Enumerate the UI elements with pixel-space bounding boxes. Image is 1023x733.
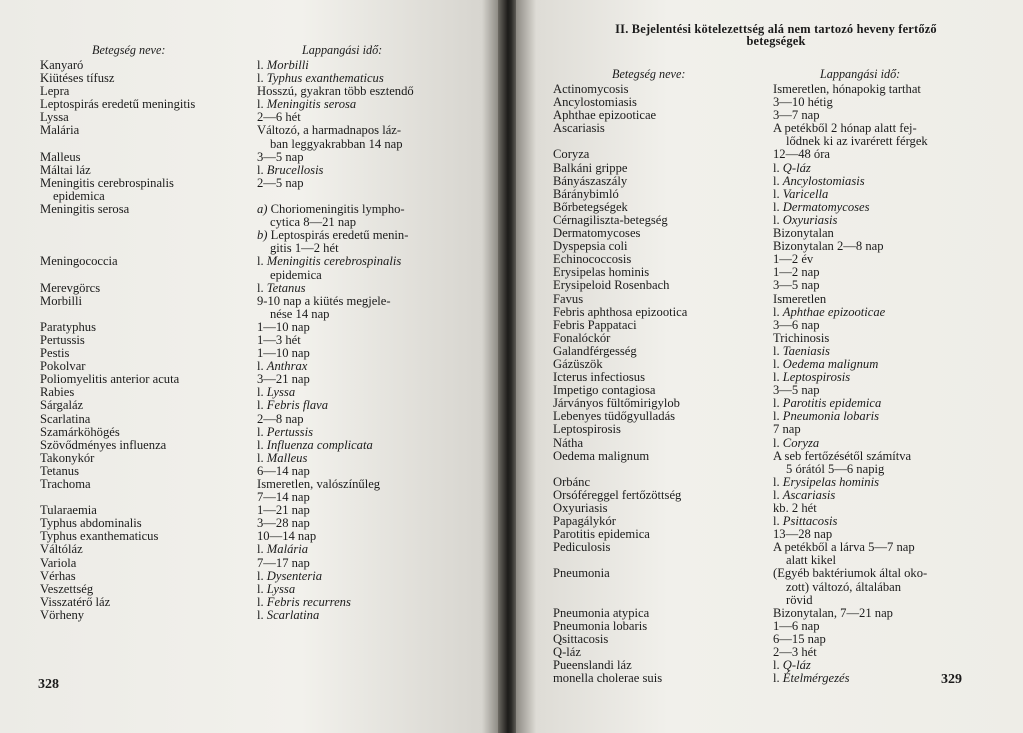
incubation-row: 7—14 nap — [257, 490, 310, 505]
incubation-row: l. Aphthae epizooticae — [773, 304, 886, 319]
incubation-row: l. Ételmérgezés — [773, 671, 850, 686]
incubation-row: l. Typhus exanthematicus — [257, 71, 384, 86]
incubation-row: Ismeretlen, hónapokig tarthat — [773, 82, 921, 96]
disease-row: Sárgaláz — [40, 398, 84, 413]
disease-row: Pediculosis — [553, 540, 611, 555]
incubation-row: l. Erysipelas hominis — [773, 474, 879, 489]
page-number-right: 329 — [941, 672, 962, 687]
disease-row — [40, 216, 195, 229]
incubation-row: zott) változó, általában — [786, 579, 902, 594]
incubation-row: 2—5 nap — [257, 175, 304, 190]
incubation-row: 3—21 nap — [257, 372, 310, 387]
incubation-row: rövid — [786, 592, 813, 607]
incubation-row: A seb fertőzésétől számítva — [773, 448, 912, 463]
disease-row: Kiütéses tífusz — [40, 71, 115, 86]
disease-row: Báránybimló — [553, 186, 619, 201]
disease-row: Qsittacosis — [553, 631, 609, 646]
incubation-row: 1—10 nap — [257, 346, 310, 361]
incubation-row: cytica 8—21 nap — [270, 215, 357, 230]
incubation-row: l. Oxyuriasis — [773, 212, 838, 227]
incubation-row: l. Parotitis epidemica — [773, 396, 882, 411]
disease-row: Impetigo contagiosa — [553, 383, 656, 398]
disease-row: epidemica — [53, 188, 105, 203]
incubation-row: 9-10 nap a kiütés megjele- — [257, 293, 391, 308]
disease-row: Pestis — [40, 346, 70, 361]
disease-row: Tetanus — [40, 463, 79, 478]
disease-row: Poliomyelitis anterior acuta — [40, 372, 180, 387]
incubation-row: (Egyéb baktériumok által oko- — [773, 566, 928, 581]
disease-row: Fonalóckór — [553, 330, 611, 345]
incubation-row: l. Q-láz — [773, 160, 811, 175]
incubation-row: l. Dysenteria — [257, 568, 323, 583]
section-title-line1: II. Bejelentési kötelezettség alá nem tartozó heveny fertőző — [615, 22, 937, 36]
incubation-row: 3—5 nap — [773, 383, 820, 398]
disease-row: Oxyuriasis — [553, 501, 608, 515]
disease-row: Febris Pappataci — [553, 317, 637, 332]
incubation-row: l. Dermatomycoses — [773, 199, 870, 214]
right-disease-header: Betegség neve: — [612, 67, 686, 81]
disease-row: Lepra — [40, 84, 70, 99]
incubation-row: l. Coryza — [773, 435, 820, 450]
incubation-row: 12—48 óra — [773, 147, 831, 162]
incubation-row: A petékből a lárva 5—7 nap — [773, 540, 915, 555]
disease-row: Dyspepsia coli — [553, 239, 628, 254]
disease-row: Vörheny — [40, 607, 85, 622]
disease-row: Icterus infectiosus — [553, 370, 645, 385]
disease-row: Veszettség — [40, 581, 94, 596]
incubation-row: l. Lyssa — [257, 581, 296, 596]
incubation-row: l. Tetanus — [257, 280, 306, 295]
disease-row: Leptospirás eredetű meningitis — [40, 97, 196, 112]
disease-row — [553, 463, 687, 476]
disease-row: Paratyphus — [40, 319, 96, 334]
incubation-row: 1—6 nap — [773, 618, 820, 633]
incubation-row: l. Anthrax — [257, 359, 308, 374]
incubation-row: l. Leptospirosis — [773, 370, 851, 385]
disease-row: Váltóláz — [40, 542, 83, 557]
disease-row: Kanyaró — [40, 58, 84, 72]
incubation-row: 2—3 hét — [773, 645, 817, 660]
disease-row: Ancylostomiasis — [553, 95, 637, 110]
disease-row: Pneumonia atypica — [553, 605, 650, 620]
incubation-row: 1—10 nap — [257, 319, 310, 334]
incubation-row: l. Influenza complicata — [257, 437, 373, 452]
disease-row: Morbilli — [40, 293, 82, 308]
disease-row: Pneumonia lobaris — [553, 618, 648, 633]
disease-row: Tularaemia — [40, 503, 97, 518]
disease-row: Erysipelas hominis — [553, 265, 650, 280]
disease-row: Variola — [40, 555, 77, 570]
disease-row: Meningitis serosa — [40, 202, 130, 217]
disease-row — [40, 269, 195, 282]
right-incubation-header: Lappangási idő: — [820, 67, 901, 81]
incubation-row: 7—17 nap — [257, 555, 310, 570]
incubation-row: 3—5 nap — [773, 278, 820, 293]
left-disease-list — [40, 59, 195, 622]
disease-row: Typhus exanthematicus — [40, 529, 159, 544]
incubation-row: l. Oedema malignum — [773, 356, 879, 371]
disease-row — [40, 229, 195, 242]
incubation-row: Ismeretlen — [773, 291, 827, 306]
left-incubation-list — [257, 59, 414, 622]
incubation-row: A petékből 2 hónap alatt fej- — [773, 121, 917, 136]
disease-row: Malleus — [40, 149, 81, 164]
disease-row: Erysipeloid Rosenbach — [553, 278, 670, 293]
incubation-row: 3—5 nap — [257, 149, 304, 164]
disease-row — [40, 308, 195, 321]
incubation-row: 3—28 nap — [257, 516, 310, 531]
incubation-row: 6—14 nap — [257, 463, 310, 478]
incubation-row: alatt kikel — [786, 553, 837, 568]
incubation-row: Változó, a harmadnapos láz- — [257, 123, 402, 138]
incubation-row: l. Malária — [257, 542, 309, 557]
incubation-row: 3—7 nap — [773, 108, 820, 123]
disease-row: Coryza — [553, 147, 590, 162]
incubation-row: l. Morbilli — [257, 58, 309, 72]
incubation-row: l. Febris recurrens — [257, 594, 351, 609]
incubation-row: l. Meningitis cerebrospinalis — [257, 254, 402, 269]
disease-row: Papagálykór — [553, 514, 616, 529]
disease-row: Lyssa — [40, 110, 69, 125]
incubation-row: 1—2 év — [773, 252, 814, 267]
right-disease-list — [553, 83, 687, 685]
disease-row: Orbánc — [553, 474, 591, 489]
disease-row — [553, 581, 687, 594]
disease-row: Lebenyes tüdőgyulladás — [553, 409, 676, 424]
disease-row: Meningococcia — [40, 254, 118, 269]
disease-row: Máltai láz — [40, 162, 91, 177]
incubation-row: Hosszú, gyakran több esztendő — [257, 84, 414, 99]
incubation-row: 7 nap — [773, 422, 801, 437]
disease-row — [553, 594, 687, 607]
disease-row: Typhus abdominalis — [40, 516, 142, 531]
disease-row: Febris aphthosa epizootica — [553, 304, 688, 319]
incubation-row: l. Varicella — [773, 186, 829, 201]
section-title — [566, 23, 986, 48]
disease-row: Pertussis — [40, 332, 85, 347]
incubation-row: l. Scarlatina — [257, 607, 320, 622]
disease-row: Favus — [553, 291, 584, 306]
disease-row: Oedema malignum — [553, 448, 650, 463]
disease-row: Q-láz — [553, 645, 581, 660]
disease-row: Cérnagiliszta-betegség — [553, 212, 668, 227]
incubation-row: l. Ascariasis — [773, 487, 836, 502]
disease-row: Scarlatina — [40, 411, 91, 426]
disease-row: Leptospirosis — [553, 422, 621, 437]
disease-row: Echinococcosis — [553, 252, 632, 267]
left-incubation-header: Lappangási idő: — [302, 43, 383, 57]
incubation-row: 2—8 nap — [257, 411, 304, 426]
disease-row: Nátha — [553, 435, 584, 450]
incubation-row: a) Choriomeningitis lympho- — [257, 202, 405, 217]
incubation-row: Bizonytalan 2—8 nap — [773, 239, 884, 254]
disease-row: Szövődményes influenza — [40, 437, 167, 452]
disease-row: Bányászaszály — [553, 173, 628, 188]
incubation-row: 3—10 hétig — [773, 95, 833, 110]
disease-row: Visszatérő láz — [40, 594, 111, 609]
disease-row: Balkáni grippe — [553, 160, 628, 175]
disease-row: Malária — [40, 123, 80, 138]
disease-row: Szamárköhögés — [40, 424, 120, 439]
disease-row: Aphthae epizooticae — [553, 108, 657, 123]
disease-row: Bőrbetegségek — [553, 199, 628, 214]
disease-row: Vérhas — [40, 568, 76, 583]
disease-row: monella cholerae suis — [553, 671, 663, 686]
incubation-row: kb. 2 hét — [773, 501, 817, 515]
incubation-row: 5 órától 5—6 napig — [786, 461, 885, 476]
section-title-line2: betegségek — [746, 34, 806, 49]
right-incubation-list — [773, 83, 928, 685]
disease-row: Takonykór — [40, 450, 95, 465]
incubation-row: ban leggyakrabban 14 nap — [270, 136, 403, 151]
incubation-row: l. Pneumonia lobaris — [773, 409, 879, 424]
incubation-row: 1—21 nap — [257, 503, 310, 518]
disease-row: Actinomycosis — [553, 82, 629, 96]
incubation-row: 10—14 nap — [257, 529, 317, 544]
disease-row: Pokolvar — [40, 359, 86, 374]
disease-row: Merevgörcs — [40, 280, 101, 295]
incubation-row: gitis 1—2 hét — [270, 241, 339, 256]
incubation-row: Trichinosis — [773, 330, 830, 345]
incubation-row: l. Malleus — [257, 450, 308, 465]
disease-row: Meningitis cerebrospinalis — [40, 175, 174, 190]
incubation-row: 13—28 nap — [773, 527, 833, 542]
disease-row: Járványos fültőmirigylob — [553, 396, 680, 411]
disease-row: Galandférgesség — [553, 343, 637, 358]
disease-row: Trachoma — [40, 477, 91, 491]
incubation-row: l. Lyssa — [257, 385, 296, 400]
incubation-row: Ismeretlen, valószínűleg — [257, 477, 381, 491]
incubation-row: l. Meningitis serosa — [257, 97, 357, 112]
incubation-row: l. Psittacosis — [773, 514, 838, 529]
disease-row: Orsóféreggel fertőzöttség — [553, 487, 682, 502]
incubation-row: 1—2 nap — [773, 265, 820, 280]
incubation-row: Bizonytalan — [773, 226, 834, 241]
incubation-row: l. Brucellosis — [257, 162, 324, 177]
incubation-row: l. Q-láz — [773, 658, 811, 673]
incubation-row: l. Pertussis — [257, 424, 313, 439]
incubation-row: Bizonytalan, 7—21 nap — [773, 605, 893, 620]
disease-row: Pneumonia — [553, 566, 610, 581]
disease-row — [40, 138, 195, 151]
disease-row: Parotitis epidemica — [553, 527, 650, 542]
left-disease-header: Betegség neve: — [92, 43, 166, 57]
incubation-row: lődnek ki az ivarérett férgek — [786, 134, 928, 149]
incubation-row: 1—3 hét — [257, 332, 301, 347]
incubation-row: 2—6 hét — [257, 110, 301, 125]
incubation-row: epidemica — [270, 267, 322, 282]
incubation-row: l. Febris flava — [257, 398, 329, 413]
incubation-row: l. Taeniasis — [773, 343, 830, 358]
incubation-row: b) Leptospirás eredetű menin- — [257, 228, 409, 243]
disease-row: Rabies — [40, 385, 75, 400]
disease-row: Gázüszök — [553, 356, 603, 371]
disease-row: Pueenslandi láz — [553, 658, 632, 673]
disease-row: Ascariasis — [553, 121, 605, 136]
disease-row: Dermatomycoses — [553, 226, 641, 241]
incubation-row: nése 14 nap — [270, 306, 330, 321]
page-number-left: 328 — [38, 677, 59, 692]
incubation-row: l. Ancylostomiasis — [773, 173, 865, 188]
incubation-row: 6—15 nap — [773, 631, 826, 646]
incubation-row: 3—6 nap — [773, 317, 820, 332]
